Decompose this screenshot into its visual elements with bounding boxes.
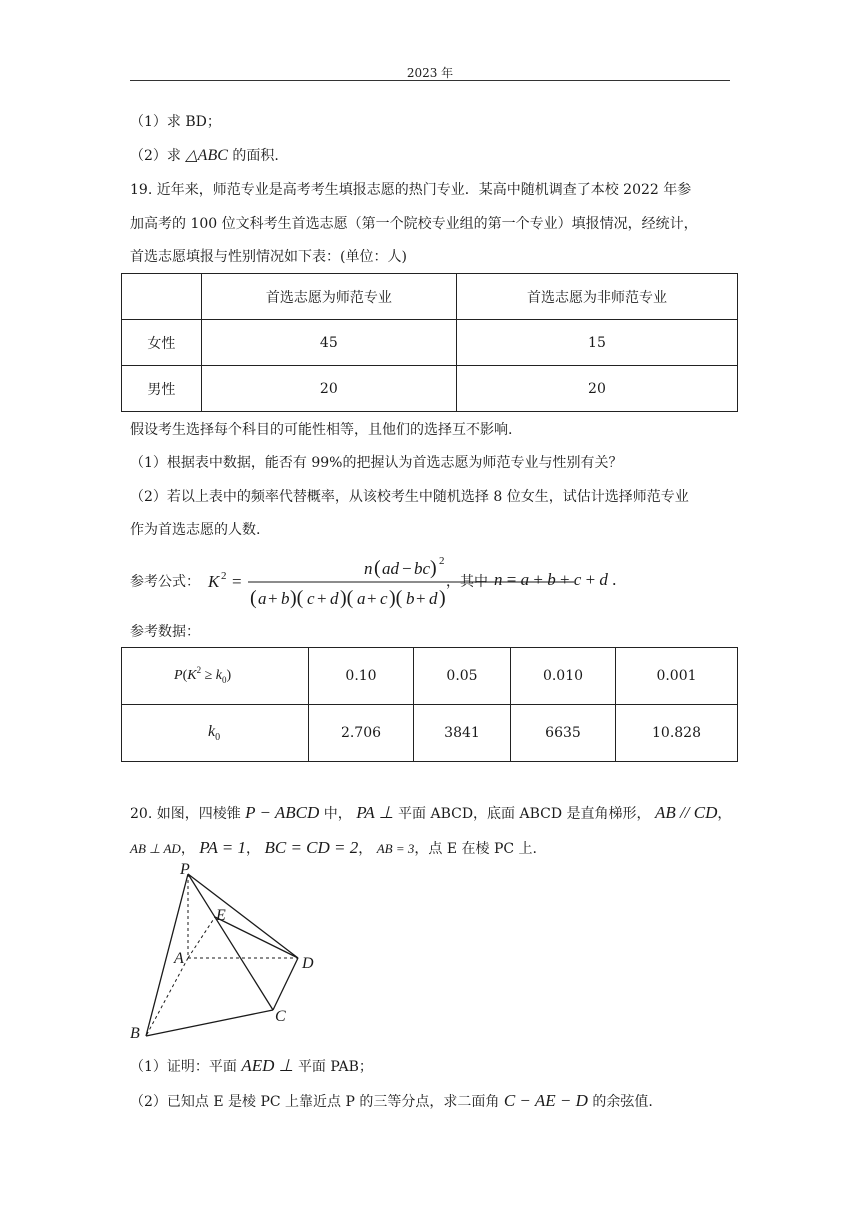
svg-text:n = a + b + c + d .: n = a + b + c + d . (494, 570, 617, 589)
svg-text:ad: ad (382, 559, 399, 578)
q19-part1: （1）根据表中数据，能否有 99%的把握认为首选志愿为师范专业与性别有关？ (130, 455, 623, 471)
k0-expression (200, 719, 230, 743)
q20-line2-end: ，点 E 在棱 PC 上. (414, 841, 537, 857)
q20-line1: 20. 如图，四棱锥 P − ABCD 中， PA ⊥ 平面 ABCD，底面 ABCD 是直角梯形， AB // CD， (130, 803, 732, 822)
bc-cd-equals-2: BC = CD = 2 (264, 838, 359, 857)
q20-part2 (130, 1091, 653, 1112)
ab-parallel-cd: AB // CD (655, 803, 718, 822)
edge-cd (273, 958, 298, 1010)
table-row (122, 366, 738, 412)
edge-pd (188, 874, 298, 958)
label-a: A (174, 950, 184, 967)
svg-text:+: + (416, 589, 426, 608)
q18-part2-prefix: （2）求 (130, 148, 181, 164)
formula-where: ，其中 (446, 574, 488, 590)
label-p: P (180, 862, 190, 878)
table-cell: 6635 (511, 705, 616, 762)
q19-part2-line1: （2）若以上表中的频率代替概率，从该校考生中随机选择 8 位女生，试估计选择师范专业 (130, 489, 689, 505)
svg-text:a: a (258, 589, 267, 608)
pyramid-figure (130, 862, 330, 1042)
table-cell: 0.05 (414, 648, 511, 705)
q20-part2-suffix: 的余弦值. (592, 1094, 653, 1110)
edge-pc (188, 874, 273, 1010)
svg-text:k0: $k_0$ (208, 723, 221, 743)
q20-base-desc: 平面 ABCD，底面 ABCD 是直角梯形， (398, 806, 651, 822)
q20-part1 (130, 1056, 373, 1077)
separator: ， (246, 841, 261, 857)
ab-equals-3: AB = 3 (376, 841, 415, 856)
label-d: D (302, 955, 314, 972)
svg-text:d: d (330, 589, 339, 608)
q20-line2 (130, 838, 537, 859)
table-row (122, 648, 738, 705)
dihedral-angle: C − AE − D (503, 1091, 588, 1110)
q20-part1-suffix: 平面 PAB； (297, 1059, 373, 1075)
table-cell: 20 (456, 366, 737, 412)
svg-text:K: K (208, 572, 220, 591)
svg-text:+: + (317, 589, 327, 608)
ref-data-label: 参考数据： (130, 624, 200, 640)
svg-text:): ) (439, 587, 446, 609)
header-rule (130, 80, 730, 81)
q20-part1-prefix: （1）证明：平面 (130, 1059, 237, 1075)
pyramid-name: P − ABCD (245, 803, 320, 822)
svg-text:)(: )( (389, 587, 403, 609)
table-cell: 45 (201, 320, 456, 366)
table-cell: 男性 (122, 366, 202, 412)
q19-line2: 加高考的 100 位文科考生首选志愿（第一个院校专业组的第一个专业）填报情况，经统计， (130, 216, 698, 232)
table-cell: 20 (201, 366, 456, 412)
label-b: B (130, 1025, 140, 1042)
table-cell: 0.001 (616, 648, 738, 705)
table-cell: 15 (456, 320, 737, 366)
table-cell: 10.828 (616, 705, 738, 762)
chi-square-critical-table (121, 647, 738, 762)
pa-equals-1: PA = 1 (199, 838, 247, 857)
q18-part2 (130, 146, 279, 166)
svg-text:(: ( (374, 557, 381, 579)
svg-text:d: d (429, 589, 438, 608)
separator: ， (358, 841, 373, 857)
segment-ae-hidden (188, 917, 215, 958)
table-cell: 0.010 (511, 648, 616, 705)
n-sum-formula (492, 564, 622, 594)
k0-header-cell (122, 705, 309, 762)
table-header-row (122, 274, 738, 320)
q18-part1: （1）求 BD； (130, 114, 221, 130)
table-header-cell: 首选志愿为非师范专业 (456, 274, 737, 320)
label-e: E (216, 907, 226, 924)
q19-part2-line2: 作为首选志愿的人数. (130, 522, 261, 538)
svg-text:a: a (357, 589, 366, 608)
table-cell: 3841 (414, 705, 511, 762)
svg-text:b: b (406, 589, 415, 608)
svg-text:+: + (367, 589, 377, 608)
probability-header-cell (122, 648, 309, 705)
edge-bc (146, 1010, 273, 1036)
table-header-cell (122, 274, 202, 320)
table-row (122, 320, 738, 366)
svg-text:n: n (364, 559, 373, 578)
svg-text:2: 2 (221, 570, 227, 582)
svg-text:=: = (232, 572, 242, 591)
svg-text:P(K2 ≥ k0): $P(K^2 \ge k_0)$ (174, 665, 232, 685)
svg-text:)(: )( (290, 587, 304, 609)
q20-intro: 20. 如图，四棱锥 (130, 806, 241, 822)
pa-perp: PA ⊥ (356, 803, 394, 822)
svg-text:2: 2 (439, 555, 445, 567)
formula-label: 参考公式： (130, 574, 200, 590)
svg-text:−: − (402, 559, 412, 578)
ab-perp-ad: AB ⊥ AD (130, 841, 181, 856)
svg-text:): ) (430, 557, 437, 579)
table-cell: 0.10 (309, 648, 414, 705)
svg-text:+: + (268, 589, 278, 608)
q19-survey-table (121, 273, 738, 412)
svg-text:)(: )( (340, 587, 354, 609)
table-row (122, 705, 738, 762)
edge-ab-hidden (146, 958, 188, 1036)
page-header-year: 2023 年 (406, 66, 454, 80)
svg-text:c: c (380, 589, 388, 608)
q18-part2-suffix: 的面积. (232, 148, 279, 164)
table-cell: 2.706 (309, 705, 414, 762)
svg-text:bc: bc (414, 559, 431, 578)
q19-assumption: 假设考生选择每个科目的可能性相等，且他们的选择互不影响. (130, 422, 513, 438)
svg-text:b: b (281, 589, 290, 608)
reference-formula (130, 552, 750, 612)
svg-text:c: c (307, 589, 315, 608)
q18-triangle-abc: △ABC (185, 147, 228, 164)
q19-line1: 19. 近年来，师范专业是高考考生填报志愿的热门专业．某高中随机调查了本校 2022 年参 (130, 182, 692, 198)
plane-aed-perp: AED ⊥ (241, 1056, 294, 1075)
label-c: C (275, 1008, 286, 1025)
q20-part2-prefix: （2）已知点 E 是棱 PC 上靠近点 P 的三等分点，求二面角 (130, 1094, 500, 1110)
probability-expression (170, 662, 260, 686)
table-header-cell: 首选志愿为师范专业 (201, 274, 456, 320)
q20-zhong: 中， (323, 806, 352, 822)
table-cell: 女性 (122, 320, 202, 366)
separator: ， (180, 841, 195, 857)
svg-text:(: ( (250, 587, 257, 609)
q19-line3: 首选志愿填报与性别情况如下表：(单位：人) (130, 249, 407, 265)
